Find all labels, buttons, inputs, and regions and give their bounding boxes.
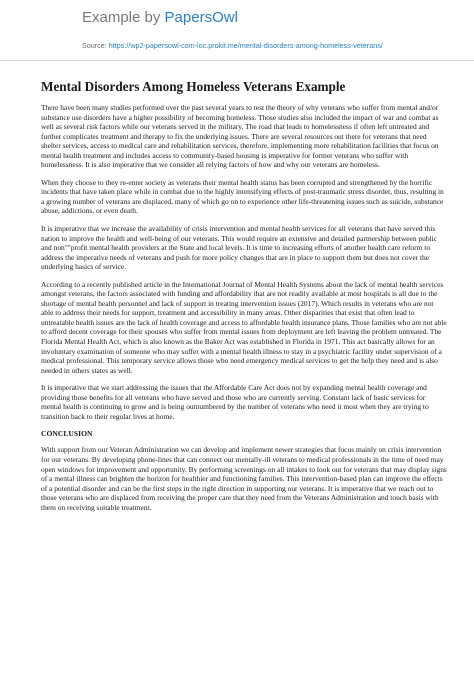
document-body (41, 79, 447, 520)
paragraph-4: According to a recently published article in the International Journal of Mental Health Systems about the lack of mental health services amongst veterans, the factors associated with funding and affordability that are not readily available at most hospitals is all due to the shortage of mental health personnel and lack of support in treating intervention issues (2017). Which results in veterans who are not able to address their needs for support, treatment and accessibility in many areas. Other disparities that exist that often lead to untreatable health issues are the lack of health coverage and access to affordable health insurance plans. Those families who are not able to afford decent coverage for their spouses who suffer from mental issues from deployment are left leaving the problem untreated. The Florida Mental Health Act, which is also known as the Baker Act was established in Florida in 1971. This act basically allows for an involuntary examination of someone who may suffer with a mental health illness to stay in a psychiatric facility under supervision of a medical professional. This temporary service allows those who need emergency medical services to get the help they need and is also needed in others states as well. (41, 279, 447, 375)
brand-prefix: Example by (82, 9, 165, 26)
paragraph-3: It is imperative that we increase the availability of crisis intervention and mental health services for all veterans that have served this nation to improve the health and well-being of our veterans. This would require an extensive and detailed partnership between public and non""profit mental health providers at the State and local levels. It is time to increasing efforts of another health care reform to address the imperative needs of veterans and push for more policy changes that are in place to support them but does not cover the underlying basics of service. (41, 224, 437, 272)
source-line (82, 41, 383, 50)
conclusion-paragraph: With support from our Veteran Administration we can develop and implement newer strategies that focus mainly on crisis intervention for our veterans. By developing phone-lines that can connect our mentally-ill veterans to medical professionals in the time of need may open windows for improvement and opportunity. By performing screenings on all intakes to look out for veterans that may display signs of a mental illness can brighten the horizon for healthier and functioning families. This intervention-based plan can improve the effects of a potential disorder and can be the first steps in the right direction in supporting our veterans. It is imperative that we reach out to those veterans who are displaced from receiving the proper care that they need from the Veterans Administration and touch basis with them on receiving suitable treatment. (41, 445, 447, 512)
paragraph-5: It is imperative that we start addressing the issues that the Affordable Care Act does not by expanding mental health coverage and providing those benefits for all veterans who have served and those who are currently serving. Constant lack of basic services for mental health is continuing to grow and is being outnumbered by the number of veterans who need it most when they are trying to transition back to their regular lives at home. (41, 383, 429, 421)
conclusion-heading: CONCLUSION (41, 429, 93, 439)
paragraph-2: When they choose to they re-enter society as veterans their mental health status has been corrupted and strengthened by the horrific incidents that have taken place while in combat due to the highly intensifying effects of post-traumatic stress disorder, thus, resulting in a growing number of veterans are displaced, many of which go on to experience other life-threatening issues such as suicide, substance abuse, addictions, or even death. (41, 177, 444, 216)
page-header (41, 0, 447, 53)
paragraph-1: There have been many studies performed over the past several years to test the theory of why veterans who suffer from mental and/or substance use disorders have a higher possibility of becoming homeless. Those studies also included the impact of war and combat as well as several risk factors while our veterans served in the military. The road that leads to homelessness if often left untreated and further complicates treatment and therapy to fix the underlying issues. There are several resources out there for veterans that need shelter services, access to medical care and rehabilitation services, therefore, implementing more rehabilitation facilities that focus on mental health treatment and includes access to community-based housing is imperative for former veterans who suffer with homelessness. It is also imperative that we consider all relying factors of how and why our veterans are homeless. (41, 103, 439, 170)
source-label: Source: (82, 41, 109, 50)
document-title: Mental Disorders Among Homeless Veterans Example (41, 79, 346, 94)
header-divider (0, 60, 474, 61)
source-link[interactable]: https://wp2-papersowl-com-loc.prokit.me/mental-disorders-among-homeless-veterans/ (108, 41, 383, 50)
brand-logo[interactable] (82, 9, 238, 26)
brand-name: PapersOwl (164, 9, 238, 26)
